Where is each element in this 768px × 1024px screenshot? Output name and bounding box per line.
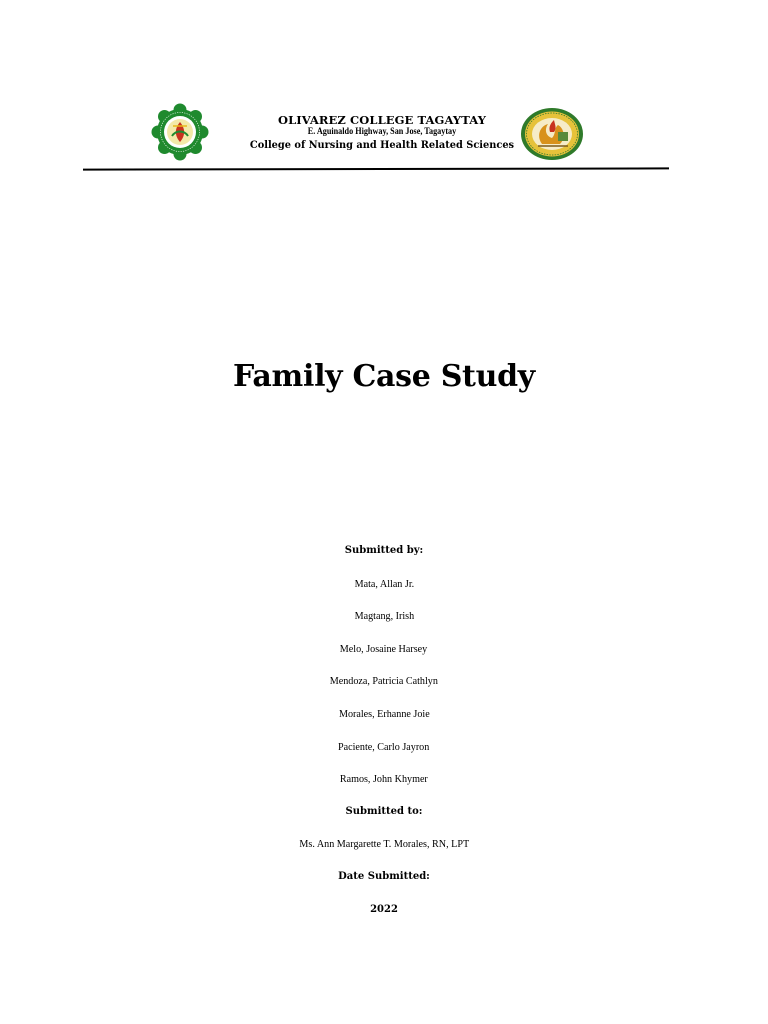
- submitter-name: Ramos, John Khymer: [339, 773, 428, 786]
- page-title: Family Case Study: [233, 359, 535, 394]
- header-divider: [83, 167, 669, 170]
- submitted-to-heading: Submitted to:: [345, 805, 423, 817]
- submitter-name: Mata, Allan Jr.: [354, 577, 414, 590]
- college-department: College of Nursing and Health Related Sciences: [249, 140, 515, 151]
- letterhead: [0, 100, 768, 170]
- date-submitted-heading: Date Submitted:: [338, 870, 430, 882]
- instructor-name: Ms. Ann Margarette T. Morales, RN, LPT: [299, 838, 469, 851]
- submitter-name: Morales, Erhanne Joie: [338, 707, 430, 720]
- submission-details: [0, 542, 768, 933]
- olivarez-college-seal-icon: [148, 102, 212, 162]
- letterhead-text: [232, 113, 532, 153]
- nursing-college-seal-icon: [519, 106, 585, 162]
- college-address: E. Aguinaldo Highway, San Jose, Tagaytay: [307, 127, 457, 137]
- submitted-by-heading: Submitted by:: [344, 545, 424, 556]
- submitter-name: Melo, Josaine Harsey: [340, 642, 428, 655]
- date-submitted-value: 2022: [370, 903, 398, 915]
- submitter-name: Mendoza, Patricia Cathlyn: [329, 675, 439, 688]
- submitter-name: Magtang, Irish: [354, 610, 414, 623]
- submitter-name: Paciente, Carlo Jayron: [338, 740, 430, 753]
- college-name: OLIVAREZ COLLEGE TAGAYTAY: [277, 113, 487, 127]
